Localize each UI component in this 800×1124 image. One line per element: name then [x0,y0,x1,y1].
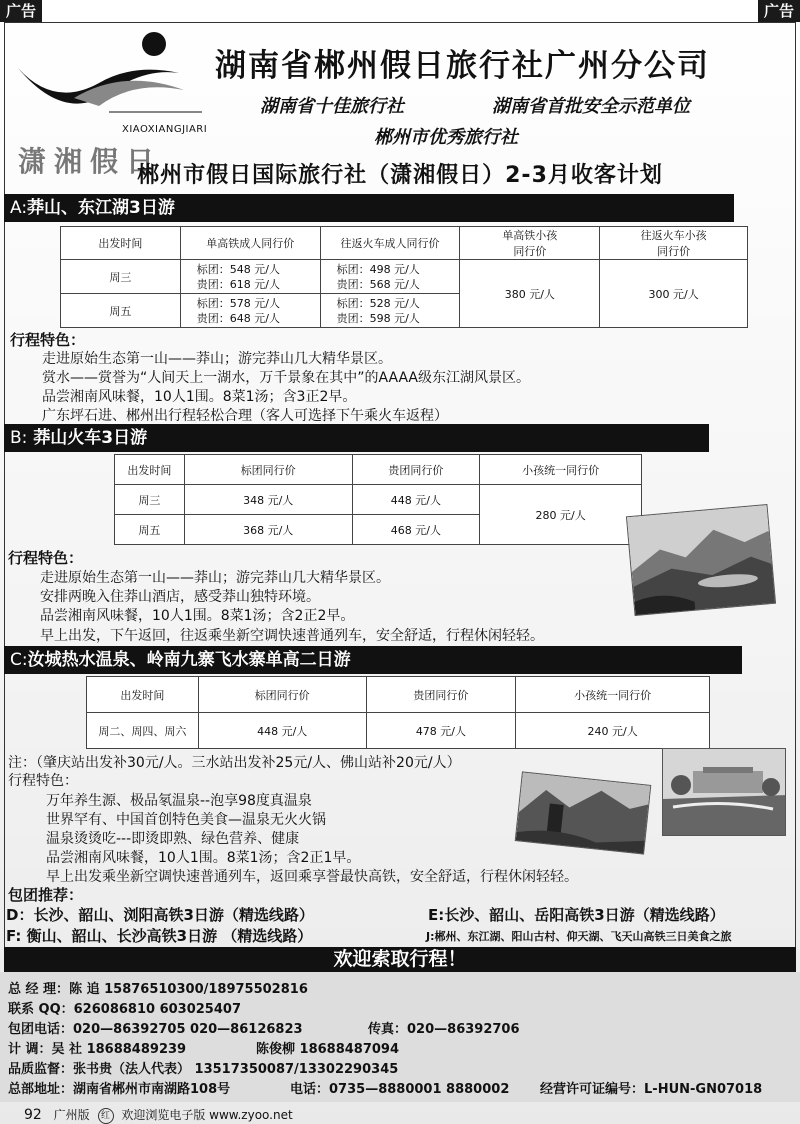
section-c-feature: 世界罕有、中国首创特色美食—温泉无火火锅 [46,812,326,828]
price-line: 标团：578 元/人 [196,296,280,310]
section-a-label: A: [10,198,28,218]
table-cell: 280 元/人 [480,485,642,545]
logo-english: XIAOXIANGJIARI [122,124,208,135]
table-row [87,713,710,749]
charter-heading: 包团推荐： [8,886,84,904]
table-cell [180,260,320,294]
contact-key: 计 调： [8,1042,52,1057]
section-c-feature: 品尝湘南风味餐，10人1围。8菜1汤；含2正1早。 [46,850,361,866]
table-header: 往返火车小孩 同行价 [600,227,748,260]
honor-3: 郴州市优秀旅行社 [374,127,518,148]
honor-2: 湖南省首批安全示范单位 [492,96,690,117]
table-cell [320,260,460,294]
table-cell: 300 元/人 [600,260,748,328]
section-a-feature: 广东坪石进、郴州出行程轻松合理（客人可选择下午乘火车返程） [42,408,448,424]
logo-chinese: 潇湘假日 [18,145,163,178]
section-b-price-table [114,454,642,545]
contact-key: 电话： [290,1082,330,1097]
table-cell: 478 元/人 [366,713,516,749]
table-cell: 468 元/人 [352,515,480,545]
table-cell: 周三 [61,260,181,294]
section-b-feature: 走进原始生态第一山——莽山；游完莽山几大精华景区。 [40,570,390,586]
table-cell: 周五 [61,294,181,328]
table-header: 小孩统一同行价 [480,455,642,485]
table-cell: 240 元/人 [516,713,710,749]
contact-value: 0735—8880001 8880002 [329,1082,510,1097]
contact-license [540,1078,762,1097]
contact-value: 陈 追 15876510300/18975502816 [69,982,308,997]
charter-item: F: 衡山、韶山、长沙高铁3日游 （精选线路） [6,927,313,945]
contact-fax [368,1018,520,1037]
section-b-title: 莽山火车3日游 [33,428,148,448]
table-row [115,485,642,515]
contact-value: 吴 社 18688489239 [51,1042,187,1057]
table-row [61,260,748,294]
hotspring-resort-photo [662,748,786,836]
section-a-feature: 品尝湘南风味餐，10人1围。8菜1汤；含3正2早。 [42,389,357,405]
plan-title: 郴州市假日国际旅行社（潇湘假日）2-3月收客计划 [137,163,663,188]
welcome-banner: 欢迎索取行程！ [4,947,796,972]
table-cell: 周五 [115,515,185,545]
price-line: 标团：528 元/人 [336,296,420,310]
contact-block [0,972,800,1102]
table-header: 标团同行价 [198,677,366,713]
section-c-bar [4,646,742,674]
section-c-title: 汝城热水温泉、岭南九寨飞水寨单高二日游 [27,650,351,670]
section-a-feature: 赏水——赏誉为“人间天上一湖水，万千景象在其中”的AAAA级东江湖风景区。 [42,370,530,386]
section-c-note: 注：（肇庆站出发补30元/人。三水站出发补25元/人、佛山站补20元/人） [8,755,461,771]
table-header: 出发时间 [115,455,185,485]
charter-item: J:郴州、东江湖、阳山古村、仰天湖、飞天山高铁三日美食之旅 [426,930,732,943]
section-c-label: C: [10,650,28,670]
contact-key: 品质监督： [8,1062,74,1077]
price-line: 贵团：618 元/人 [196,277,280,291]
ad-label-left: 广告 [0,0,42,22]
section-a-price-table [60,226,748,328]
section-b-bar [4,424,709,452]
mountain-photo [626,504,776,616]
table-cell [180,294,320,328]
section-a-feature-heading: 行程特色： [10,331,86,349]
contact-charter-tel [8,1018,303,1037]
contact-key: 总部地址： [8,1082,74,1097]
company-name: 湖南省郴州假日旅行社广州分公司 [215,48,710,84]
honor-1: 湖南省十佳旅行社 [260,96,404,117]
table-cell: 348 元/人 [184,485,352,515]
contact-key: 联系 QQ： [8,1002,74,1017]
section-c-feature-heading: 行程特色： [8,773,78,789]
charter-item: D：长沙、韶山、浏阳高铁3日游（精选线路） [6,906,314,924]
table-header: 贵团同行价 [352,455,480,485]
page-footer [24,1106,293,1124]
table-cell: 周三 [115,485,185,515]
table-header: 标团同行价 [184,455,352,485]
contact-value: 湖南省郴州市南湖路108号 [73,1082,231,1097]
price-line: 贵团：598 元/人 [336,311,420,325]
price-line: 贵团：568 元/人 [336,277,420,291]
section-b-feature: 早上出发，下午返回，往返乘坐新空调快速普通列车，安全舒适，行程休闲轻轻。 [40,628,544,644]
price-line: 标团：498 元/人 [336,262,420,276]
section-a-title: 莽山、东江湖3日游 [27,198,175,218]
table-cell [320,294,460,328]
contact-key: 包团电话： [8,1022,74,1037]
table-cell: 368 元/人 [184,515,352,545]
table-cell: 380 元/人 [460,260,600,328]
contact-key: 传真： [368,1022,408,1037]
section-c-feature: 温泉烫烫吃---即烫即熟、绿色营养、健康 [46,831,300,847]
contact-address [8,1078,230,1097]
swoosh-logo-icon [14,28,204,123]
section-c-price-table [86,676,710,749]
section-b-feature: 安排两晚入住莽山酒店，感受莽山独特环境。 [40,589,320,605]
contact-operator-2: 陈俊柳 18688487094 [256,1042,400,1057]
page-number: 92 [24,1107,42,1123]
table-header: 贵团同行价 [366,677,516,713]
section-c-feature: 早上出发乘坐新空调快速普通列车，返回乘享誉最快高铁，安全舒适，行程休闲轻轻。 [46,869,578,885]
waterfall-photo [515,771,652,854]
ad-label-right: 广告 [758,0,800,22]
table-header: 往返火车成人同行价 [320,227,460,260]
contact-key: 经营许可证编号： [540,1082,645,1097]
section-b-feature: 品尝湘南风味餐，10人1围。8菜1汤；含2正2早。 [40,608,355,624]
contact-value: 张书贵（法人代表） 13517350087/13302290345 [73,1062,399,1077]
edition-badge-icon: 红 [98,1108,114,1124]
section-c-feature: 万年养生源、极品氡温泉--泡享98度真温泉 [46,793,312,809]
section-a-feature: 走进原始生态第一山——莽山；游完莽山几大精华景区。 [42,351,392,367]
section-a-bar [4,194,734,222]
table-cell: 周二、周四、周六 [87,713,199,749]
contact-value: 626086810 603025407 [73,1002,241,1017]
charter-item: E:长沙、韶山、岳阳高铁3日游（精选线路） [428,906,725,924]
table-header: 小孩统一同行价 [516,677,710,713]
table-header: 单高铁小孩 同行价 [460,227,600,260]
footer-text[interactable]: 欢迎浏览电子版 www.zyoo.net [121,1108,293,1122]
section-b-label: B: [10,428,28,448]
table-header: 出发时间 [61,227,181,260]
edition-label: 广州版 [53,1108,90,1122]
table-header: 单高铁成人同行价 [180,227,320,260]
table-cell: 448 元/人 [352,485,480,515]
contact-value: L-HUN-GN07018 [644,1082,763,1097]
contact-qq [8,998,241,1017]
contact-operator [8,1038,186,1057]
price-line: 标团：548 元/人 [196,262,280,276]
table-header: 出发时间 [87,677,199,713]
contact-key: 总 经 理： [8,982,70,997]
contact-phone [290,1078,509,1097]
company-logo [14,28,208,178]
contact-value: 020—86392706 [407,1022,520,1037]
section-b-feature-heading: 行程特色： [8,549,84,567]
table-cell: 448 元/人 [198,713,366,749]
contact-value: 020—86392705 020—86126823 [73,1022,303,1037]
price-line: 贵团：648 元/人 [196,311,280,325]
contact-manager [8,978,308,997]
contact-quality [8,1058,398,1077]
